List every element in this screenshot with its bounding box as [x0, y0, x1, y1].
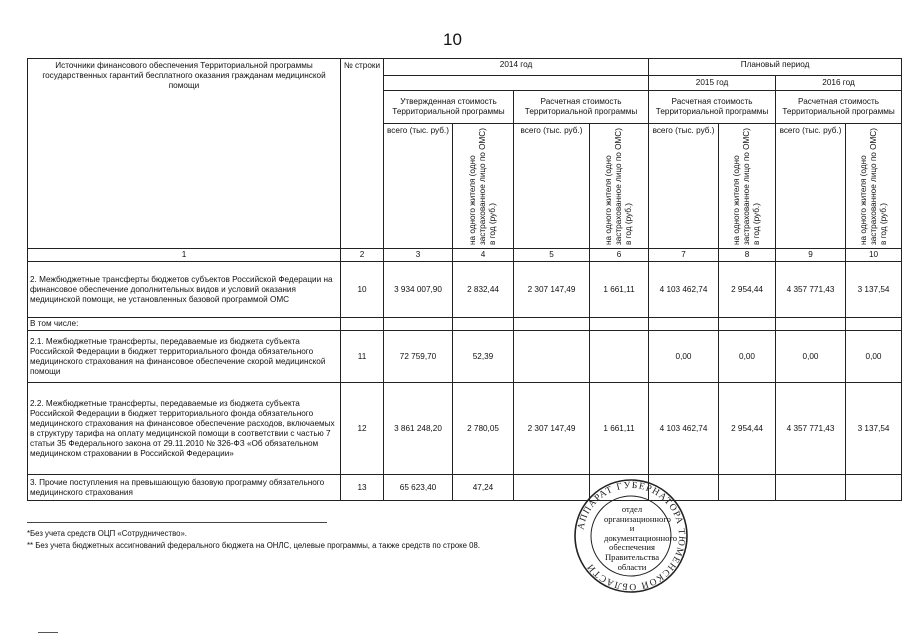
cell-value: 0,00 — [776, 331, 846, 383]
cell-value: 0,00 — [719, 331, 776, 383]
cell-value: 3 861 248,20 — [384, 383, 453, 475]
estimated-cost-header-2015: Расчетная стоимость Территориальной программы — [649, 91, 776, 124]
per-person-header: на одного жителя (одно застрахованное лицо по ОМС) в год (руб.) — [719, 124, 776, 249]
cell-value — [514, 331, 590, 383]
plan-period-header: Плановый период — [649, 59, 902, 76]
year-2014-header: 2014 год — [384, 59, 649, 76]
column-number: 9 — [776, 249, 846, 262]
estimated-cost-header-2016: Расчетная стоимость Территориальной программы — [776, 91, 902, 124]
estimated-cost-header-2014: Расчетная стоимость Территориальной программы — [514, 91, 649, 124]
column-number: 1 — [28, 249, 341, 262]
column-number: 6 — [590, 249, 649, 262]
cell-value: 72 759,70 — [384, 331, 453, 383]
table-row — [28, 318, 902, 331]
budget-table — [27, 58, 902, 501]
total-header: всего (тыс. руб.) — [649, 124, 719, 249]
table-row — [28, 383, 902, 475]
total-header: всего (тыс. руб.) — [514, 124, 590, 249]
row-label: 3. Прочие поступления на превышающую базовую программу обязательного медицинского страхования — [28, 475, 341, 501]
per-person-header: на одного жителя (одно застрахованное лицо по ОМС) в год (руб.) — [590, 124, 649, 249]
cell-value: 2 780,05 — [453, 383, 514, 475]
row-number — [341, 318, 384, 331]
column-number: 5 — [514, 249, 590, 262]
approved-cost-header: Утвержденная стоимость Территориальной программы — [384, 91, 514, 124]
cell-value: 3 137,54 — [846, 262, 902, 318]
cell-value: 0,00 — [846, 331, 902, 383]
row-label: 2.2. Межбюджетные трансферты, передаваемые из бюджета субъекта Российской Федерации в бюджет территориального фонда обязательного медицинского страхования на финансовое обеспечение расходов, включаемых в структуру тарифа на оплату медицинской помощи в соответствии с частью 7 статьи 35 Федерального закона от 29.11.2010 № 326-ФЗ «Об обязательном медицинском страховании в Российской Федерации» — [28, 383, 341, 475]
row-number: 10 — [341, 262, 384, 318]
cell-value: 1 661,11 — [590, 262, 649, 318]
cell-value: 2 954,44 — [719, 262, 776, 318]
per-person-header: на одного жителя (одно застрахованное лицо по ОМС) в год (руб.) — [453, 124, 514, 249]
cell-value: 1 661,11 — [590, 383, 649, 475]
column-number: 3 — [384, 249, 453, 262]
cell-value: 4 357 771,43 — [776, 262, 846, 318]
page-number: 10 — [443, 30, 462, 49]
cell-value — [590, 331, 649, 383]
footnote-2: ** Без учета бюджетных ассигнований федерального бюджета на ОНЛС, целевые программы, а также средств по строке 08. — [27, 541, 481, 550]
table-row — [28, 475, 902, 501]
column-number: 2 — [341, 249, 384, 262]
column-number: 10 — [846, 249, 902, 262]
table-row — [28, 331, 902, 383]
row-number: 12 — [341, 383, 384, 475]
year-2015-header: 2015 год — [649, 76, 776, 91]
cell-value: 4 357 771,43 — [776, 383, 846, 475]
svg-text:АППАРАТ ГУБЕРНАТОРА ТЮМЕНСКОЙ: АППАРАТ ГУБЕРНАТОРА ТЮМЕНСКОЙ ОБЛАСТИ — [576, 480, 687, 592]
row-number: 13 — [341, 475, 384, 501]
cell-value: 2 954,44 — [719, 383, 776, 475]
cell-value: 2 307 147,49 — [514, 262, 590, 318]
cell-value: 0,00 — [649, 331, 719, 383]
column-number: 7 — [649, 249, 719, 262]
footnote-divider — [27, 522, 327, 523]
cell-value: 3 137,54 — [846, 383, 902, 475]
table-row — [28, 262, 902, 318]
row-label: 2.1. Межбюджетные трансферты, передаваемые из бюджета субъекта Российской Федерации в бюджет территориального фонда обязательного медицинского страхования на финансовое обеспечение скорой медицинской помощи — [28, 331, 341, 383]
page-mark — [38, 632, 58, 633]
source-header: Источники финансового обеспечения Территориальной программы государственных гарантий бесплатного оказания гражданам медицинской помощи — [28, 59, 341, 249]
cell-value: 47,24 — [453, 475, 514, 501]
cell-value: 2 832,44 — [453, 262, 514, 318]
cell-value: 3 934 007,90 — [384, 262, 453, 318]
cell-value: 4 103 462,74 — [649, 383, 719, 475]
footnotes — [27, 528, 480, 552]
row-number: 11 — [341, 331, 384, 383]
row-label: В том числе: — [28, 318, 341, 331]
cell-value: 52,39 — [453, 331, 514, 383]
cell-value: 4 103 462,74 — [649, 262, 719, 318]
footnote-1: *Без учета средств ОЦП «Сотрудничество». — [27, 529, 187, 538]
column-number: 4 — [453, 249, 514, 262]
total-header: всего (тыс. руб.) — [384, 124, 453, 249]
column-number-row — [28, 249, 902, 262]
stamp-center-text: отдел организационного и документационного обеспечения Правительства области — [604, 504, 678, 572]
row-label: 2. Межбюджетные трансферты бюджетов субъектов Российской Федерации на финансовое обеспечение дополнительных видов и условий оказания медицинской помощи, не установленных базовой программой ОМС — [28, 262, 341, 318]
year-2016-header: 2016 год — [776, 76, 902, 91]
column-number: 8 — [719, 249, 776, 262]
cell-value: 65 623,40 — [384, 475, 453, 501]
row-number-header: № строки — [341, 59, 384, 249]
per-person-header: на одного жителя (одно застрахованное лицо по ОМС) в год (руб.) — [846, 124, 902, 249]
total-header: всего (тыс. руб.) — [776, 124, 846, 249]
cell-value: 2 307 147,49 — [514, 383, 590, 475]
header-row-1 — [28, 59, 902, 76]
